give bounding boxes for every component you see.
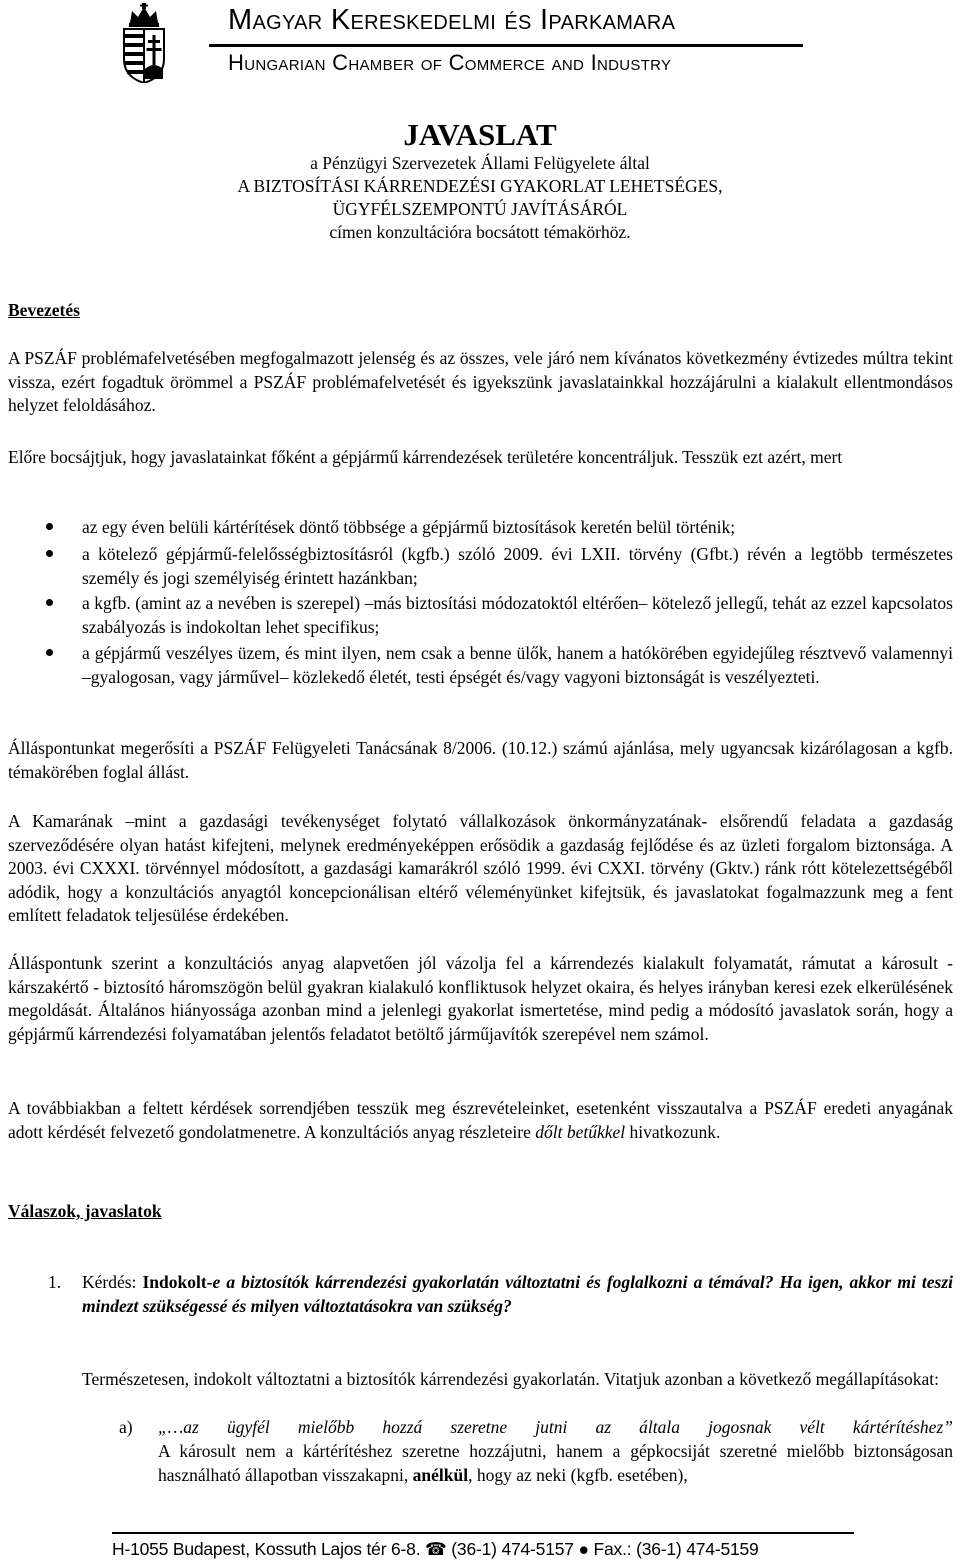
intro-paragraph-2: Előre bocsájtjuk, hogy javaslatainkat főként a gépjármű kárrendezések területére koncentráljuk. Tesszük ezt azért, mert <box>8 447 843 467</box>
intro-paragraph-3: Álláspontunkat megerősíti a PSZÁF Felügyeleti Tanácsának 8/2006. (10.12.) számú ajánlása, mely ugyancsak kizárólagosan a kgfb. témakörében foglal állást. <box>8 738 953 782</box>
list-item: a gépjármű veszélyes üzem, és mint ilyen, nem csak a benne ülők, hanem a hatókörében egyidejűleg résztvevő valamennyi –gyalogosan, vagy járművel– közlekedő életét, testi épségét és/vagy vagyoni biztonságát is veszélyezteti. <box>82 643 953 687</box>
question-text: e a biztosítók kárrendezési gyakorlatán változtatni és foglalkozni a témával? Ha igen, akkor mi teszi mindezt szükségessé és milyen változtatásokra van szükség? <box>82 1272 953 1316</box>
list-item: a kgfb. (amint az a nevében is szerepel) –más biztosítási módozatoktól eltérően– kötelező jellegű, tehát az ezzel kapcsolatos szabályozás is indokoltan lehet specifikus; <box>82 593 953 637</box>
footer-fax: Fax.: (36-1) 474-5159 <box>593 1539 759 1559</box>
intro-paragraph-6 <box>8 1097 953 1144</box>
subpoint-a-quote: „…az ügyfél mielőbb hozzá szeretne jutni az általa jogosnak vélt kártérítéshez” <box>158 1417 953 1437</box>
bold-emphasis: anélkül <box>412 1464 469 1485</box>
organization-name-english: Hungarian Chamber of Commerce and Industry <box>228 50 672 75</box>
organization-name-hungarian: Magyar Kereskedelmi és Iparkamara <box>228 4 676 36</box>
footer-divider <box>112 1532 854 1534</box>
document-title-block <box>0 118 960 244</box>
question-bold-start: Indokolt- <box>142 1272 213 1292</box>
question-1 <box>82 1271 953 1318</box>
title-line-1: a Pénzügyi Szervezetek Állami Felügyelete által <box>310 153 650 173</box>
footer-address: H-1055 Budapest, Kossuth Lajos tér 6-8. <box>112 1539 426 1559</box>
footer-contact <box>112 1539 759 1560</box>
bullet-icon <box>46 599 53 606</box>
footer-phone: (36-1) 474-5157 <box>451 1539 579 1559</box>
section-heading-answers: Válaszok, javaslatok <box>8 1201 162 1221</box>
fax-bullet-icon: ● <box>578 1539 594 1559</box>
title-line-2: A BIZTOSÍTÁSI KÁRRENDEZÉSI GYAKORLAT LEHETSÉGES, <box>237 176 723 196</box>
italic-emphasis: dőlt betűkkel <box>535 1121 626 1142</box>
paragraph-text: hivatkozunk. <box>625 1121 721 1142</box>
telephone-icon: ☎ <box>425 1539 452 1559</box>
intro-paragraph-5: Álláspontunk szerint a konzultációs anyag alapvetően jól vázolja fel a kárrendezés kialakult folyamatát, rámutat a károsult - kárszakértő - biztosító háromszögön belül gyakran kialakuló konfliktusok helyzet okaira, és helyes irányban keresi ezek elkerülésének megoldását. Általános hiányossága azonban mind a jelenlegi gyakorlat ismertetése, mind pedig a módosító javaslatok során, hogy a gépjármű kárrendezési folyamatában jelentős feladatot betöltő járműjavítók szerepével nem számol. <box>8 953 953 1044</box>
title-line-3: ÜGYFÉLSZEMPONTÚ JAVÍTÁSÁRÓL <box>332 199 628 219</box>
header-divider <box>209 44 803 47</box>
list-item: a kötelező gépjármű-felelősségbiztosításról (kgfb.) szóló 2009. évi LXII. törvény (Gfbt.) révén a legtöbb természetes személy és jogi személyiség érintett hazánkban; <box>82 544 953 588</box>
subpoint-a-text <box>158 1440 953 1487</box>
list-item: az egy éven belüli kártérítések döntő többsége a gépjármű biztosítások keretén belül történik; <box>82 517 736 537</box>
document-title: JAVASLAT <box>403 117 557 152</box>
question-number: 1. <box>48 1272 62 1292</box>
title-line-4: címen konzultációra bocsátott témakörhöz. <box>329 222 631 242</box>
paragraph-text: A továbbiakban a feltett kérdések sorrendjében tesszük meg észrevételeinket, esetenként visszautalva a PSZÁF eredeti anyagának adott kérdését felvezető gondolatmenetre. A konzultációs anyag részleteire <box>8 1098 953 1142</box>
bullet-icon <box>46 523 53 530</box>
subpoint-label: a) <box>119 1417 133 1437</box>
question-label: Kérdés: <box>82 1272 143 1292</box>
answer-1-intro: Természetesen, indokolt változtatni a biztosítók kárrendezési gyakorlatán. Vitatjuk azonban a következő megállapításokat: <box>82 1369 940 1389</box>
bullet-icon <box>46 649 53 656</box>
intro-paragraph-1: A PSZÁF problémafelvetésében megfogalmazott jelenség és az összes, vele járó nem kívánatos következmény évtizedes múltra tekint vissza, ezért fogadtuk örömmel a PSZÁF problémafelvetését és igyekszünk javaslatainkkal hozzájárulni a kialakult ellentmondásos helyzet feloldásához. <box>8 348 953 415</box>
bullet-icon <box>46 550 53 557</box>
intro-paragraph-4: A Kamarának –mint a gazdasági tevékenységet folytató vállalkozások önkormányzatának- elsőrendű feladata a gazdaság szerveződésére olyan hatást kifejteni, melynek eredményeképpen erősödik a gazdaság fejlődése és az üzleti forgalom biztonsága. A 2003. évi CXXXI. törvénnyel módosított, a gazdasági kamarákról szóló 1999. évi CXXI. törvény (Gktv.) ránk rótt kötelezettségéből adódik, hogy a konzultációs anyagtól koncepcionálisan eltérő véleményünket kifejtsük, és javaslatokat fogalmazzunk meg a fent említett feladatok teljesülése érdekében. <box>8 811 953 925</box>
section-heading-introduction: Bevezetés <box>8 300 80 320</box>
hungarian-coat-of-arms-icon <box>122 3 166 83</box>
paragraph-text: , hogy az neki (kgfb. esetében), <box>468 1464 688 1485</box>
paragraph-text: A károsult nem a kártérítéshez szeretne hozzájutni, hanem a gépkocsiját szeretné mielőbb biztonságosan használható állapotban visszakapni, <box>158 1441 953 1485</box>
